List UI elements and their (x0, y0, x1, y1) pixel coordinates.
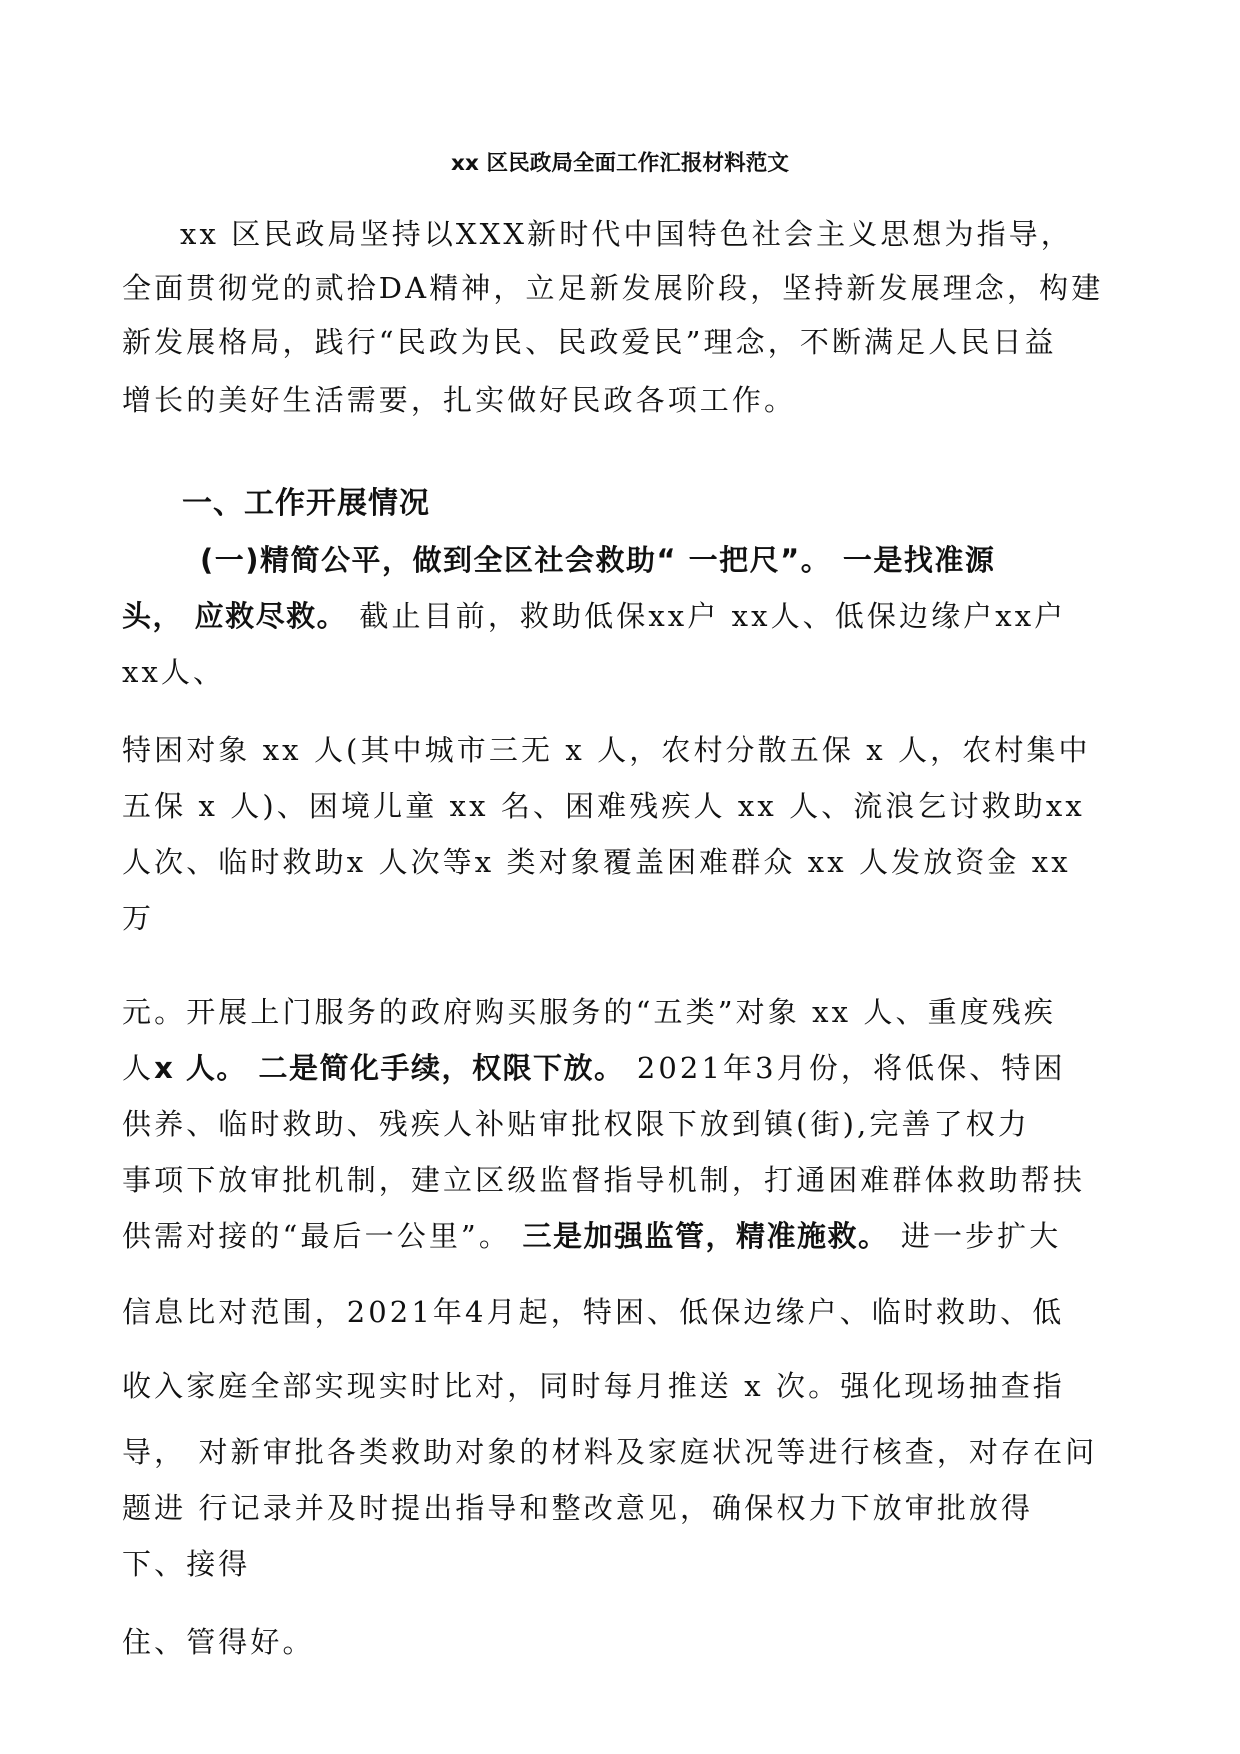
body-text: 进一步扩大 (888, 1219, 1062, 1253)
section-heading-1: 一、工作开展情况 (182, 486, 430, 521)
point-1-title: 头， 应救尽救。 (122, 599, 348, 633)
body-line-5 (200, 538, 995, 579)
body-text: 截止目前，救助低保xx户 xx人、低保边缘户xx户 (347, 599, 1067, 633)
body-line-6 (122, 594, 1066, 635)
body-line-19: 导， 对新审批各类救助对象的材料及家庭状况等进行核查，对存在问 (122, 1435, 1098, 1469)
body-line-13 (122, 1046, 1066, 1087)
body-text: 供需对接的“最后一公里”。 (122, 1219, 511, 1253)
body-text: 2021年3月份，将低保、特困 (624, 1051, 1066, 1085)
body-line-17: 信息比对范围，2021年4月起，特困、低保边缘户、临时救助、低 (122, 1295, 1065, 1329)
intro-line-4: 增长的美好生活需要，扎实做好民政各项工作。 (122, 383, 797, 417)
body-line-9: 五保 x 人)、困境儿童 xx 名、困难残疾人 xx 人、流浪乞讨救助xx (122, 789, 1085, 823)
intro-line-2: 全面贯彻党的贰拾DA精神，立足新发展阶段，坚持新发展理念，构建 (122, 271, 1104, 305)
intro-line-3: 新发展格局，践行“民政为民、民政爱民”理念，不断满足人民日益 (122, 325, 1057, 359)
body-line-20: 题进 行记录并及时提出指导和整改意见，确保权力下放审批放得 (122, 1491, 1034, 1525)
body-line-18: 收入家庭全部实现实时比对，同时每月推送 x 次。强化现场抽查指 (122, 1369, 1065, 1403)
body-line-14: 供养、临时救助、残疾人补贴审批权限下放到镇(街),完善了权力 (122, 1107, 1030, 1141)
body-line-15: 事项下放审批机制，建立区级监督指导机制，打通困难群体救助帮扶 (122, 1163, 1086, 1197)
body-line-12: 元。开展上门服务的政府购买服务的“五类”对象 xx 人、重度残疾 (122, 995, 1056, 1029)
body-line-10: 人次、临时救助x 人次等x 类对象覆盖困难群众 xx 人发放资金 xx (122, 845, 1071, 879)
body-line-16 (122, 1214, 1061, 1255)
point-2-title: x 人。 二是简化手续，权限下放。 (154, 1051, 625, 1085)
body-text: 人 (122, 1051, 155, 1085)
body-line-21: 下、接得 (122, 1547, 251, 1581)
intro-line-1: xx 区民政局坚持以XXX新时代中国特色社会主义思想为指导， (180, 217, 1073, 251)
body-line-8: 特困对象 xx 人(其中城市三无 x 人，农村分散五保 x 人，农村集中 (122, 733, 1091, 767)
body-line-11: 万 (122, 901, 155, 935)
body-line-22: 住、管得好。 (122, 1625, 315, 1659)
document-title: xx 区民政局全面工作汇报材料范文 (451, 151, 789, 176)
point-3-title: 三是加强监管，精准施救。 (510, 1219, 889, 1253)
body-line-7: xx人、 (122, 655, 226, 689)
subsection-title-1: (一)精简公平，做到全区社会救助“ 一把尺”。 一是找准源 (200, 543, 996, 577)
